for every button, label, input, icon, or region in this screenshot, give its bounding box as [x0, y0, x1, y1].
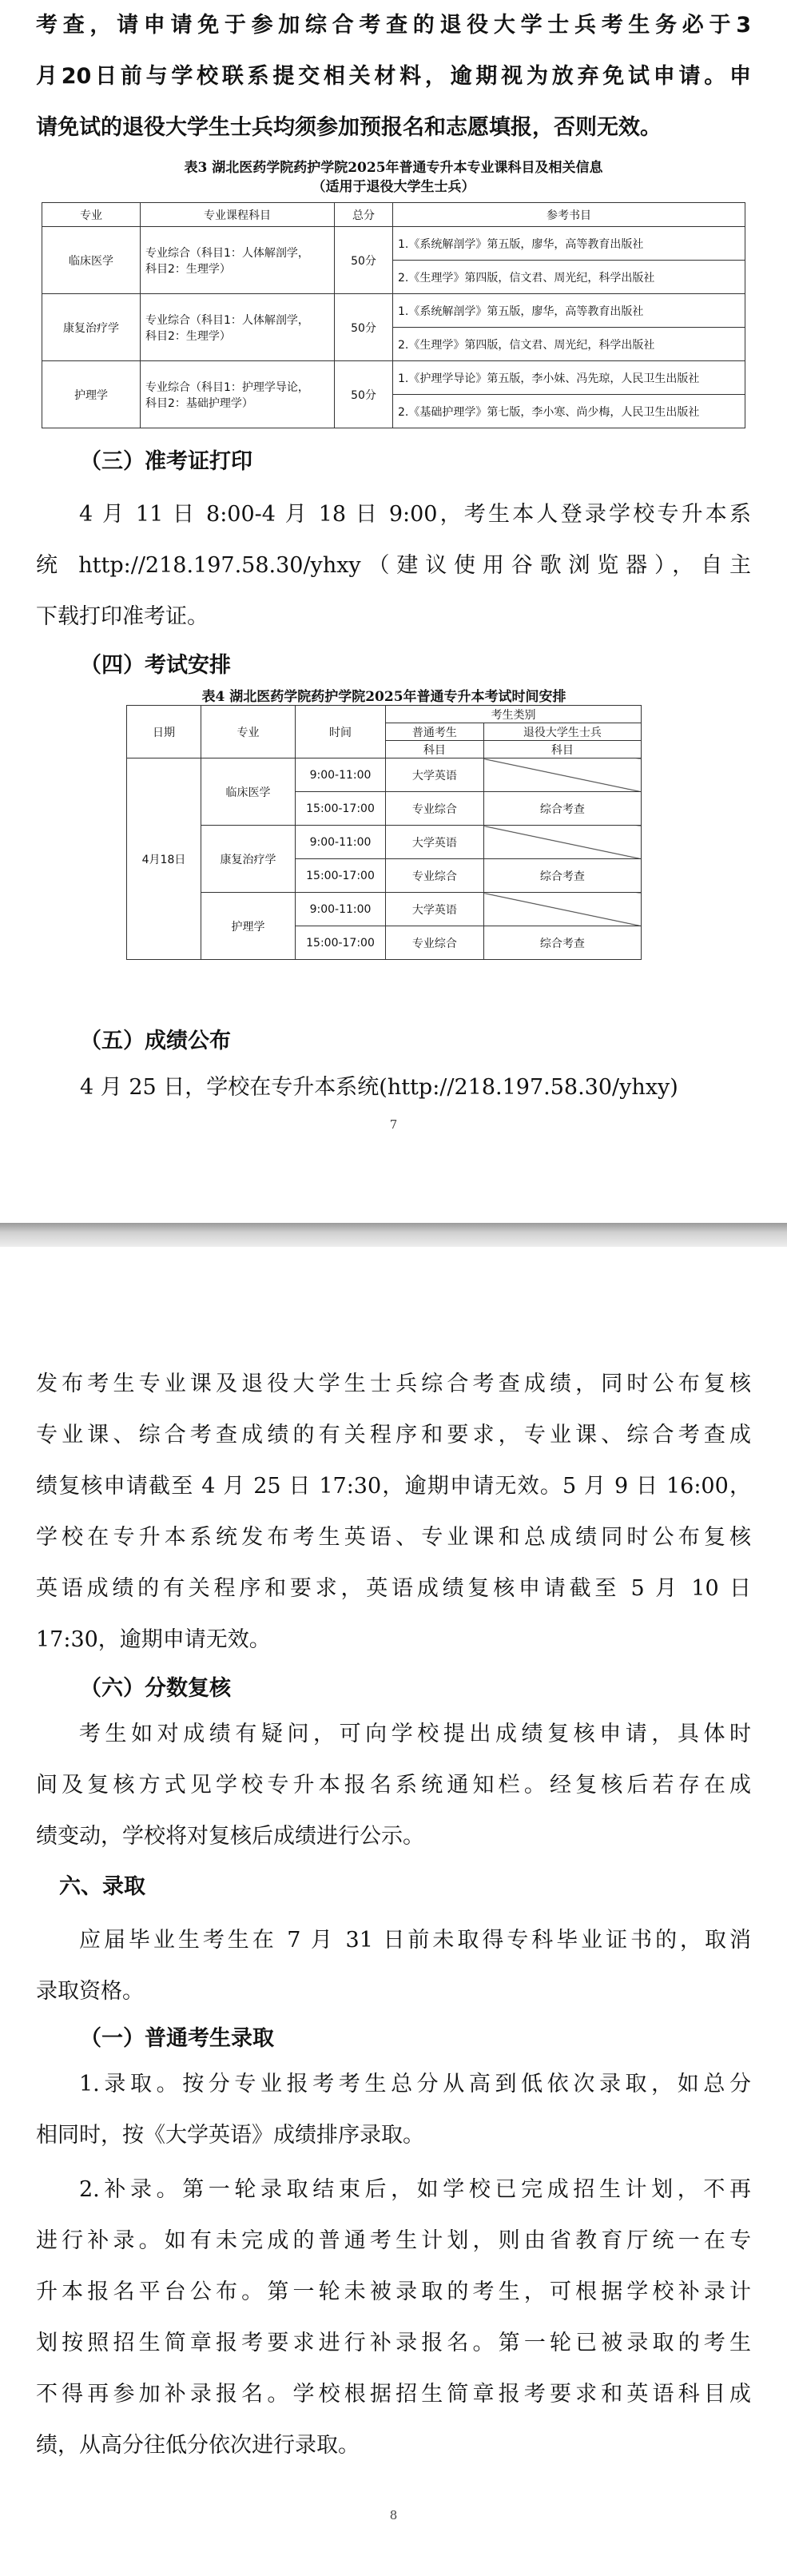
- table-header: 科目: [386, 741, 484, 758]
- text-line: 划按照招生简章报考要求进行补录报名。第一轮已被录取的考生: [36, 2331, 751, 2355]
- time-cell: 15:00-17:00: [296, 926, 386, 960]
- table-row: [42, 361, 745, 395]
- time-cell: 15:00-17:00: [296, 792, 386, 826]
- heading-results: （五）成绩公布: [80, 1029, 231, 1053]
- regular-subject-cell: 专业综合: [386, 926, 484, 960]
- text-line: 绩复核申请截至 4 月 25 日 17:30，逾期申请无效。5 月 9 日 16:00，: [36, 1474, 751, 1499]
- empty-diagonal-cell: [483, 826, 641, 859]
- para-admission-ticket: [36, 489, 751, 643]
- text-line: 统 http://218.197.58.30/yhxy（建议使用谷歌浏览器），自主: [36, 553, 751, 578]
- subject-line: 专业综合（科目1：人体解剖学，: [145, 313, 309, 327]
- table-header-row: [42, 203, 745, 227]
- subject-line: 科目2：基础护理学）: [145, 396, 253, 410]
- text-line: 月20日前与学校联系提交相关材料，逾期视为放弃免试申请。申: [36, 64, 751, 89]
- regular-subject-cell: 大学英语: [386, 893, 484, 926]
- subject-cell: [141, 294, 335, 361]
- time-cell: 9:00-11:00: [296, 758, 386, 792]
- text-line: 不得再参加补录报名。学校根据招生简章报考要求和英语科目成: [36, 2382, 751, 2407]
- time-cell: 9:00-11:00: [296, 893, 386, 926]
- text-line: 绩变动，学校将对复核后成绩进行公示。: [36, 1824, 424, 1849]
- score-cell: 50分: [335, 361, 393, 428]
- para-score-review: [36, 1709, 751, 1862]
- subject-line: 科目2：生理学）: [145, 262, 231, 276]
- table-row: [127, 826, 642, 859]
- time-cell: 9:00-11:00: [296, 826, 386, 859]
- table3: [42, 202, 745, 428]
- major-cell: 护理学: [201, 893, 296, 960]
- table-header: 时间: [296, 706, 386, 758]
- text-line: 升本报名平台公布。第一轮未被录取的考生，可根据学校补录计: [36, 2279, 751, 2304]
- major-cell: 护理学: [42, 361, 141, 428]
- regular-subject-cell: 专业综合: [386, 859, 484, 893]
- para-admission-rule-1: [36, 2059, 751, 2161]
- text-line: 间及复核方式见学校专升本报名系统通知栏。经复核后若存在成: [36, 1773, 751, 1798]
- veteran-subject-cell: 综合考查: [483, 792, 641, 826]
- regular-subject-cell: 大学英语: [386, 826, 484, 859]
- text-line: 相同时，按《大学英语》成绩排序录取。: [36, 2123, 424, 2148]
- text-line: 4 月 11 日 8:00-4 月 18 日 9:00，考生本人登录学校专升本系: [79, 502, 751, 527]
- text-line: 英语成绩的有关程序和要求，英语成绩复核申请截至 5 月 10 日: [36, 1576, 751, 1601]
- subject-cell: [141, 361, 335, 428]
- regular-subject-cell: 大学英语: [386, 758, 484, 792]
- table3-caption-line1: 表3 湖北医药学院药护学院2025年普通专升本专业课科目及相关信息: [184, 160, 603, 176]
- book-cell: 2.《生理学》第四版，信文君、周光纪，科学出版社: [393, 261, 745, 294]
- date-cell: 4月18日: [127, 758, 201, 960]
- subject-line: 专业综合（科目1：护理学导论，: [145, 380, 309, 394]
- table-header: 专业: [201, 706, 296, 758]
- major-cell: 临床医学: [42, 227, 141, 294]
- heading-admission-ticket: （三）准考证打印: [80, 449, 252, 474]
- table-row: [42, 227, 745, 261]
- page-number: 8: [389, 2508, 398, 2522]
- text-line: 学校在专升本系统发布考生英语、专业课和总成绩同时公布复核: [36, 1525, 751, 1550]
- book-cell: 2.《生理学》第四版，信文君、周光纪，科学出版社: [393, 328, 745, 361]
- para-admission: [36, 1915, 751, 2017]
- text-line: 1.录取。按分专业报考考生总分从高到低依次录取，如总分: [79, 2072, 751, 2096]
- book-cell: 1.《护理学导论》第五版，李小妹、冯先琼，人民卫生出版社: [393, 361, 745, 395]
- regular-subject-cell: 专业综合: [386, 792, 484, 826]
- text-line: 下载打印准考证。: [36, 604, 209, 629]
- major-cell: 康复治疗学: [42, 294, 141, 361]
- para-admission-rule-2: [36, 2164, 751, 2471]
- text-line: 17:30，逾期申请无效。: [36, 1627, 271, 1652]
- subject-line: 科目2：生理学）: [145, 329, 231, 343]
- para-results-continued: [36, 1359, 751, 1666]
- text-line: 考查，请申请免于参加综合考查的退役大学士兵考生务必于3: [36, 13, 751, 38]
- table-header: 专业课程科目: [141, 203, 335, 227]
- table-header: 退役大学生士兵: [483, 723, 641, 741]
- table-row: [42, 294, 745, 328]
- table-header: 专业: [42, 203, 141, 227]
- intro-paragraph: [36, 0, 751, 153]
- table-header: 总分: [335, 203, 393, 227]
- table-header-row: [127, 706, 642, 723]
- page-8: [0, 1247, 787, 2576]
- book-cell: 1.《系统解剖学》第五版，廖华，高等教育出版社: [393, 294, 745, 328]
- text-line: 绩，从高分往低分依次进行录取。: [36, 2433, 360, 2458]
- veteran-subject-cell: 综合考查: [483, 926, 641, 960]
- subject-line: 专业综合（科目1：人体解剖学，: [145, 246, 309, 260]
- major-cell: 临床医学: [201, 758, 296, 826]
- table-row: [127, 893, 642, 926]
- table4: [126, 705, 642, 960]
- section-admission: 六、录取: [59, 1874, 145, 1899]
- score-cell: 50分: [335, 294, 393, 361]
- empty-diagonal-cell: [483, 758, 641, 792]
- page-7: [0, 0, 787, 1223]
- para-results-start: 4 月 25 日，学校在专升本系统(http://218.197.58.30/yhxy): [80, 1075, 678, 1100]
- table-header: 普通考生: [386, 723, 484, 741]
- text-line: 专业课、综合考查成绩的有关程序和要求，专业课、综合考查成: [36, 1423, 751, 1447]
- subject-cell: [141, 227, 335, 294]
- text-line: 考生如对成绩有疑问，可向学校提出成绩复核申请，具体时: [79, 1722, 751, 1746]
- table-header: 科目: [483, 741, 641, 758]
- page-separator: [0, 1223, 787, 1247]
- table-row: [127, 758, 642, 792]
- table3-caption-line2: （适用于退役大学生士兵）: [312, 179, 475, 195]
- major-cell: 康复治疗学: [201, 826, 296, 893]
- page-number: 7: [389, 1117, 398, 1132]
- table-header: 参考书目: [393, 203, 745, 227]
- heading-score-review: （六）分数复核: [80, 1676, 231, 1701]
- time-cell: 15:00-17:00: [296, 859, 386, 893]
- score-cell: 50分: [335, 227, 393, 294]
- book-cell: 2.《基础护理学》第七版，李小寒、尚少梅，人民卫生出版社: [393, 395, 745, 428]
- text-line: 应届毕业生考生在 7 月 31 日前未取得专科毕业证书的，取消: [79, 1928, 751, 1953]
- heading-exam-schedule: （四）考试安排: [80, 653, 231, 678]
- veteran-subject-cell: 综合考查: [483, 859, 641, 893]
- text-line: 录取资格。: [36, 1979, 144, 2004]
- heading-regular-admission: （一）普通考生录取: [80, 2026, 274, 2051]
- book-cell: 1.《系统解剖学》第五版，廖华，高等教育出版社: [393, 227, 745, 261]
- table4-caption: 表4 湖北医药学院药护学院2025年普通专升本考试时间安排: [201, 689, 566, 705]
- table-header: 日期: [127, 706, 201, 758]
- table-header: 考生类别: [386, 706, 642, 723]
- text-line: 2.补录。第一轮录取结束后，如学校已完成招生计划，不再: [79, 2177, 751, 2202]
- table3-caption: [42, 158, 745, 197]
- text-line: 请免试的退役大学生士兵均须参加预报名和志愿填报，否则无效。: [36, 115, 662, 140]
- empty-diagonal-cell: [483, 893, 641, 926]
- text-line: 发布考生专业课及退役大学生士兵综合考查成绩，同时公布复核: [36, 1372, 751, 1396]
- text-line: 进行补录。如有未完成的普通考生计划，则由省教育厅统一在专: [36, 2228, 751, 2253]
